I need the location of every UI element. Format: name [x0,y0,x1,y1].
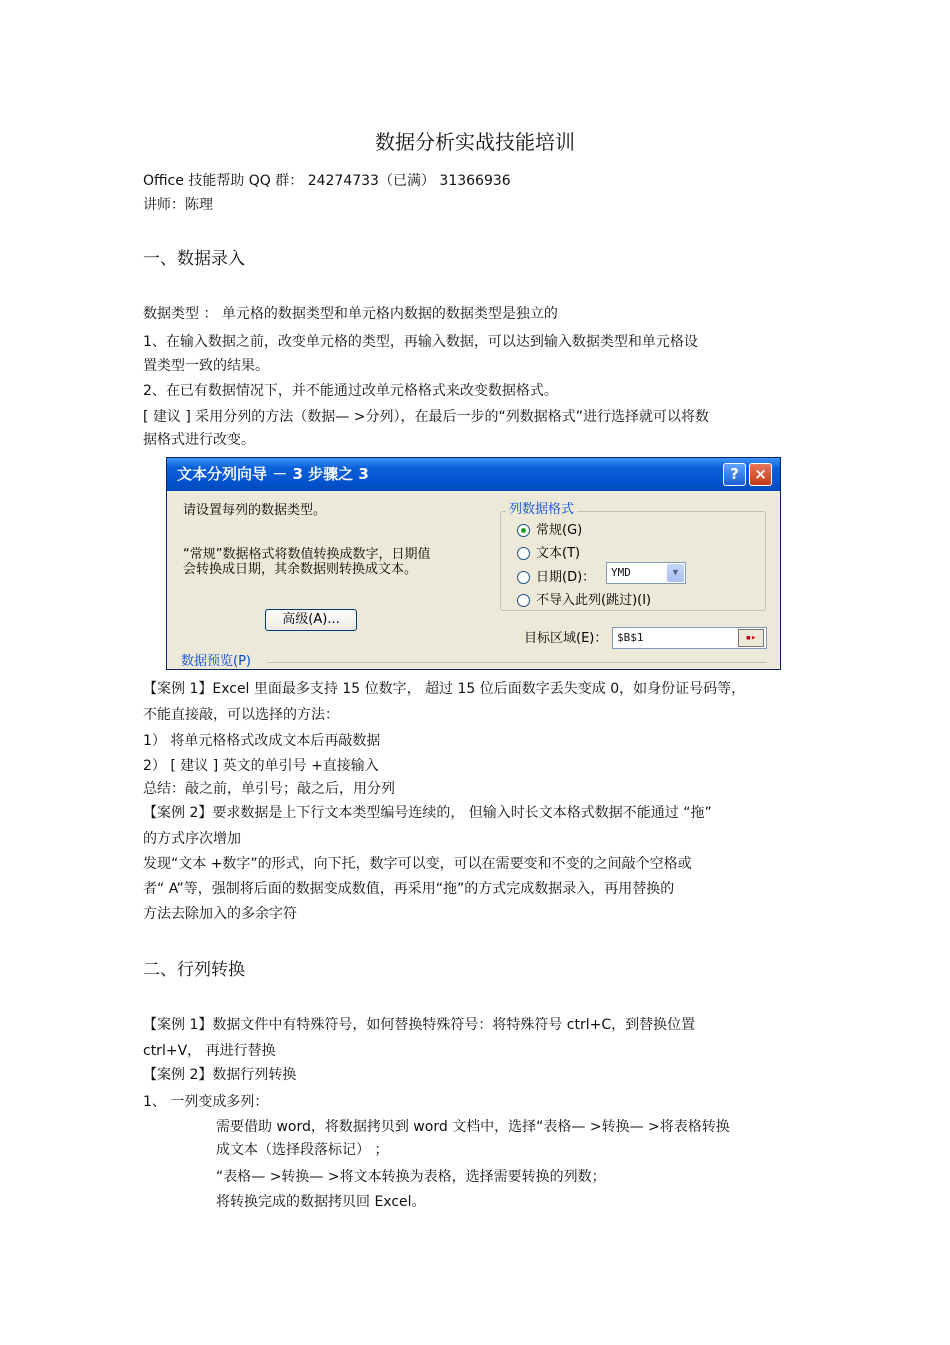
paragraph-line: [ 建议 ] 采用分列的方法（数据— >分列），在最后一步的“列数据格式”进行选择就可以将数 [143,409,709,425]
paragraph-line: 【案例 1】数据文件中有特殊符号，如何替换特殊符号：将特殊符号 ctrl+C，到替换位置 [143,1017,696,1033]
date-format-select[interactable] [606,562,686,584]
text-to-columns-dialog [166,457,781,670]
paragraph-line: 总结：敲之前，单引号；敲之后，用分列 [143,781,395,797]
paragraph-line: 【案例 1】Excel 里面最多支持 15 位数字， 超过 15 位后面数字丢失变成 0，如身份证号码等， [143,681,746,697]
paragraph-line: 发现“文本 +数字”的形式，向下托，数字可以变，可以在需要变和不变的之间敲个空格或 [143,856,692,872]
paragraph-line: 2） [ 建议 ] 英文的单引号 +直接输入 [143,758,379,774]
target-range-input[interactable] [612,627,767,649]
radio-date[interactable] [517,571,530,584]
indented-line: 成文本（选择段落标记） ； [216,1142,389,1158]
paragraph-line: 1） 将单元格格式改成文本后再敲数据 [143,733,381,749]
paragraph-line: 1、 一列变成多列： [143,1094,269,1110]
indented-line: 需要借助 word，将数据拷贝到 word 文档中，选择“表格— >转换— >将表格转换 [216,1119,730,1135]
range-select-icon[interactable]: ▪▸ [738,629,764,647]
radio-general-label: 常规(G) [536,523,583,538]
advanced-button[interactable]: 高级(A)... [265,609,357,631]
radio-text[interactable] [517,547,530,560]
section-heading-row-column: 二、行列转换 [143,960,245,980]
close-icon[interactable]: × [749,463,772,486]
paragraph-line: 2、在已有数据情况下，并不能通过改单元格格式来改变数据格式。 [143,383,558,399]
dialog-description: 会转换成日期，其余数据则转换成文本。 [183,562,418,577]
radio-date-label: 日期(D)： [536,570,596,585]
indented-line: 将转换完成的数据拷贝回 Excel。 [216,1194,426,1210]
paragraph-line: 1、在输入数据之前，改变单元格的类型，再输入数据，可以达到输入数据类型和单元格设 [143,334,698,350]
dialog-description: “常规”数据格式将数值转换成数字，日期值 [183,547,431,562]
page-title: 数据分析实战技能培训 [375,130,575,154]
paragraph-line: 【案例 2】要求数据是上下行文本类型编号连续的， 但输入时长文本格式数据不能通过 “拖” [143,805,712,821]
target-range-value: $B$1 [617,631,644,644]
lecturer-line: 讲师：陈理 [143,197,213,213]
date-format-value: YMD [611,566,631,579]
paragraph-line: 据格式进行改变。 [143,432,255,448]
paragraph-line: ctrl+V， 再进行替换 [143,1043,276,1059]
chevron-down-icon[interactable]: ▼ [667,564,684,582]
indented-line: “表格— >转换— >将文本转换为表格，选择需要转换的列数； [216,1169,606,1185]
paragraph-line: 的方式序次增加 [143,831,241,847]
qq-group-line: Office 技能帮助 QQ 群： 24274733（已满） 31366936 [143,173,511,189]
dialog-title: 文本分列向导 － 3 步骤之 3 [177,465,369,483]
target-range-label: 目标区域(E)： [524,631,608,646]
dialog-instruction: 请设置每列的数据类型。 [183,503,327,518]
help-icon[interactable]: ? [723,463,746,486]
radio-skip-column[interactable] [517,594,530,607]
data-preview-label: 数据预览(P) [181,654,254,670]
radio-skip-label: 不导入此列(跳过)(I) [536,593,652,608]
paragraph-line: 【案例 2】数据行列转换 [143,1067,297,1083]
paragraph-line: 方法去除加入的多余字符 [143,906,297,922]
radio-general[interactable] [517,524,530,537]
preview-divider [267,662,767,663]
paragraph-line: 数据类型 ： 单元格的数据类型和单元格内数据的数据类型是独立的 [143,306,558,322]
section-heading-data-entry: 一、数据录入 [143,249,245,269]
column-format-group-title: 列数据格式 [506,502,577,518]
radio-text-label: 文本(T) [536,546,581,561]
dialog-title-bar [167,458,780,491]
paragraph-line: 不能直接敲，可以选择的方法： [143,707,339,723]
paragraph-line: 置类型一致的结果。 [143,358,269,374]
paragraph-line: 者“ A”等，强制将后面的数据变成数值，再采用“拖”的方式完成数据录入，再用替换的 [143,881,675,897]
